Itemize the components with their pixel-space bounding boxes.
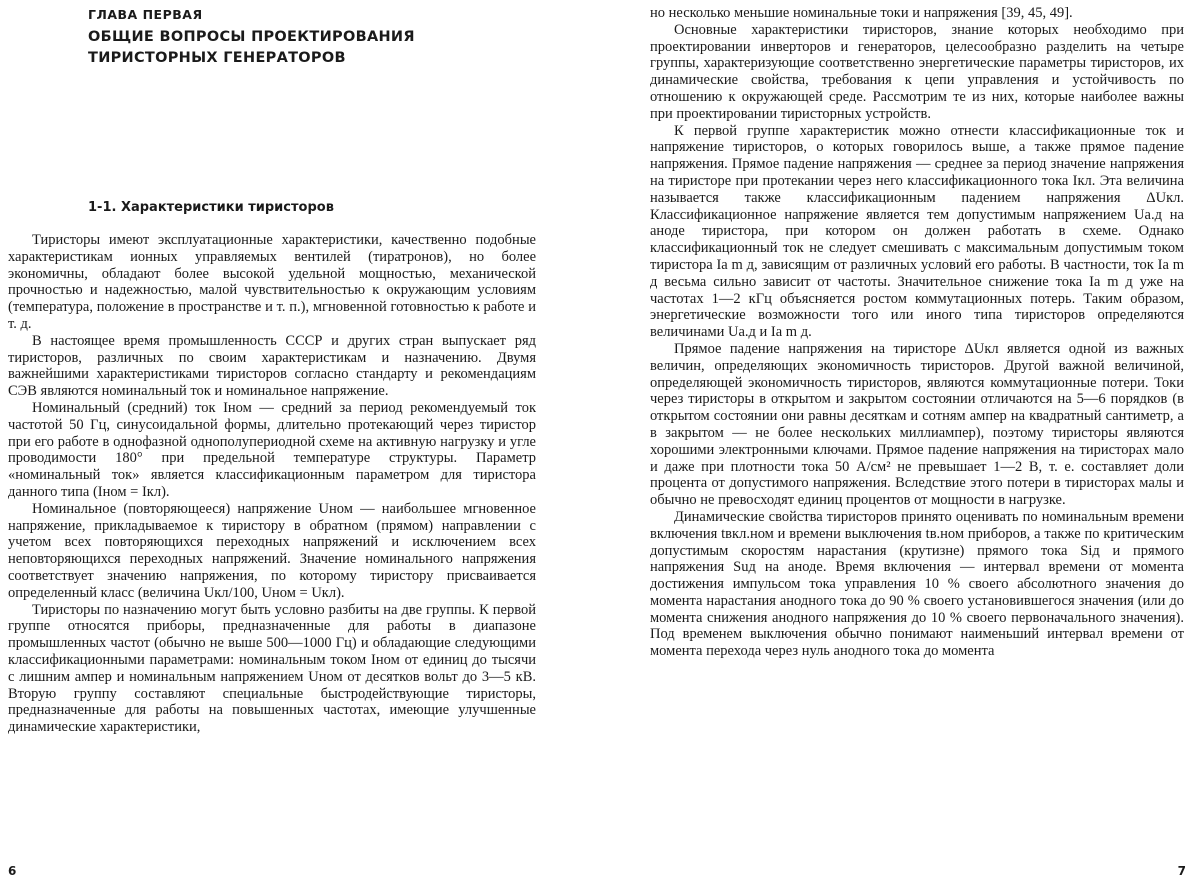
paragraph: Номинальный (средний) ток Iном — средний за период рекомендуемый ток частотой 50 Гц, синусоидальной формы, длительно протекающий через тиристор при его работе в однофазной однополупериодной схеме на активную нагрузку и угле проводимости 180° при предельной температуре структуры. Параметр «номинальный ток» является классификационным параметром для тиристора данного типа (Iном = Iкл).	[8, 399, 536, 500]
page-number: 6	[8, 864, 17, 878]
paragraph: Тиристоры имеют эксплуатационные характеристики, качественно подобные характеристикам ионных управляемых вентилей (тиратронов), но более экономичны, обладают более высокой удельной мощностью, механической прочностью и надежностью, малой чувствительностью к окружающим условиям (температура, положение в пространстве и т. п.), мгновенной готовностью к работе и т. д.	[8, 232, 536, 332]
right-body-text	[650, 5, 1184, 660]
paragraph-continuation: но несколько меньшие номинальные токи и напряжения [39, 45, 49].	[650, 5, 1073, 21]
section-heading: 1-1. Характеристики тиристоров	[88, 200, 334, 215]
page-number: 7	[1177, 864, 1186, 878]
chapter-label: ГЛАВА ПЕРВАЯ	[88, 7, 203, 22]
paragraph: К первой группе характеристик можно отнести классификационные ток и напряжение тиристоров, о которых говорилось выше, а также прямое падение напряжения. Прямое падение напряжения — среднее за период значение напряжения на тиристоре при протекании через него классификационного тока Iкл. Эта величина называется также классификационным падением напряжения ΔUкл. Классификационное напряжение является тем допустимым напряжением Uа.д на аноде тиристора, при котором он должен работать в схеме. Однако классификационный ток не следует смешивать с максимальным допустимым током тиристора Iа m д, зависящим от различных условий его работы. В частности, ток Iа m д весьма сильно зависит от частоты. Значительное снижение тока Iа m д уже на частотах 1—2 кГц объясняется ростом коммутационных потерь. Таким образом, энергетические возможности того или иного типа тиристоров определяются величинами Uа.д и Iа m д.	[650, 122, 1184, 341]
chapter-title: ОБЩИЕ ВОПРОСЫ ПРОЕКТИРОВАНИЯ ТИРИСТОРНЫХ ГЕНЕРАТОРОВ	[88, 29, 415, 66]
paragraph: Динамические свойства тиристоров принято оценивать по номинальным времени включения tвкл.ном и времени выключения tв.ном приборов, а также по критическим допустимым скоростям нарастания (крутизне) прямого тока Siд и прямого напряжения Suд на аноде. Время включения — интервал времени от момента достижения импульсом тока управления 10 % своего абсолютного значения до момента нарастания анодного тока до 90 % своего установившегося значения (или до момента снижения анодного напряжения до 10 % своего первоначального значения). Под временем выключения обычно понимают наименьший интервал времени от момента перехода через нуль анодного тока до момента	[650, 508, 1184, 660]
paragraph: Тиристоры по назначению могут быть условно разбиты на две группы. К первой группе относятся приборы, предназначенные для работы в диапазоне промышленных частот (обычно не выше 500—1000 Гц) и обладающие следующими классификационными параметрами: номинальным током Iном от единиц до тысячи с лишним ампер и номинальным напряжением Uном от десятков вольт до 3—5 кВ. Вторую группу составляют специальные быстродействующие тиристоры, предназначенные для работы на повышенных частотах, имеющие улучшенные динамические характеристики,	[8, 601, 536, 736]
paragraph: Прямое падение напряжения на тиристоре ΔUкл является одной из важных величин, определяющих экономичность тиристоров. Другой важной величиной, определяющей экономичность тиристоров, являются коммутационные потери. Токи через тиристоры в открытом и закрытом состоянии отличаются на 5—6 порядков (в открытом состоянии они равны десяткам и сотням ампер на квадратный сантиметр, а в закрытом — не более нескольких миллиампер), поэтому тиристоры являются хорошими электронными ключами. Прямое падение напряжения на тиристорах мало и даже при плотности тока 50 А/см² не превышает 1—2 В, т. е. составляет доли процента от допустимого напряжения. Вследствие этого потери в тиристорах малы и обычно не превосходят единиц процентов от мощности в нагрузке.	[650, 340, 1184, 509]
paragraph: Основные характеристики тиристоров, знание которых необходимо при проектировании инверторов и генераторов, целесообразно разделить на четыре группы, характеризующие соответственно энергетические параметры тиристоров, их динамические свойства, требования к цепи управления и устойчивость по отношению к окружающей среде. Рассмотрим те из них, которые наиболее важны при проектировании тиристорных устройств.	[650, 21, 1184, 122]
right-page	[600, 0, 1200, 881]
left-body-text	[8, 232, 536, 736]
paragraph: В настоящее время промышленность СССР и других стран выпускает ряд тиристоров, различных по своим характеристикам и назначению. Двумя важнейшими характеристиками тиристоров согласно стандарту и рекомендациям СЭВ являются номинальный ток и номинальное напряжение.	[8, 332, 536, 400]
paragraph: Номинальное (повторяющееся) напряжение Uном — наибольшее мгновенное напряжение, прикладываемое к тиристору в обратном (прямом) направлении с учетом всех повторяющихся переходных напряжений и исключением всех неповторяющихся переходных напряжений. Значение номинального напряжения соответствует значению напряжения, по которому тиристору присваивается определенный класс (величина Uкл/100, Uном = Uкл).	[8, 500, 536, 601]
